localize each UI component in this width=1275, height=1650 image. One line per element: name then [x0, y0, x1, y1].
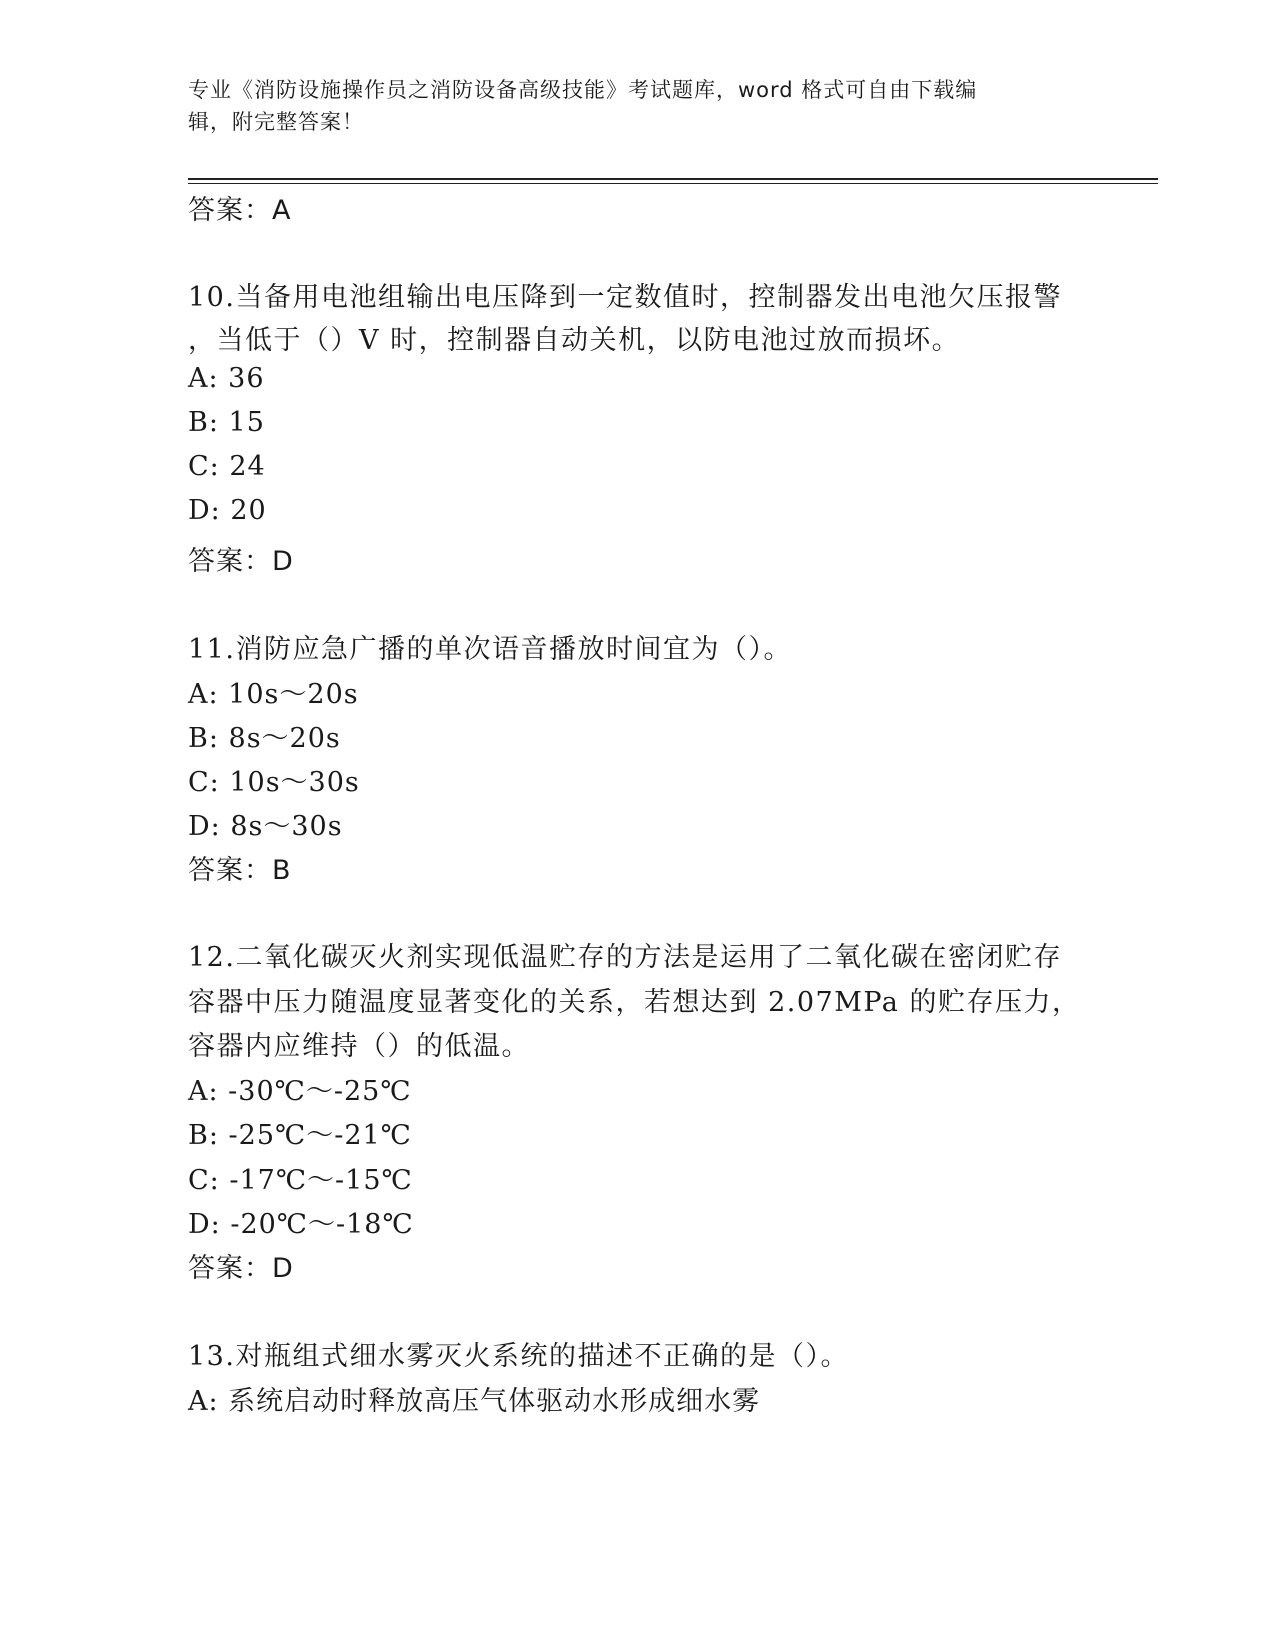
header-line-2: 辑，附完整答案！ — [188, 110, 364, 134]
q11-stem-line-1: 11.消防应急广播的单次语音播放时间宜为（）。 — [188, 634, 792, 665]
q12-stem-line-2: 容器中压力随温度显著变化的关系，若想达到 2.07MPa 的贮存压力， — [188, 987, 1081, 1018]
q10-stem-line-2: ，当低于（）V 时，控制器自动关机，以防电池过放而损坏。 — [188, 325, 961, 356]
q10-option-b: B: 15 — [188, 407, 265, 438]
q10-answer: 答案：D — [188, 546, 294, 577]
q12-option-c: C: -17℃～-15℃ — [188, 1165, 413, 1196]
q12-stem-line-1: 12.二氧化碳灭火剂实现低温贮存的方法是运用了二氧化碳在密闭贮存 — [188, 942, 1062, 973]
document-header — [188, 74, 1068, 138]
q11-option-a: A: 10s～20s — [188, 679, 359, 710]
q10-option-a: A: 36 — [188, 363, 265, 394]
q12-option-b: B: -25℃～-21℃ — [188, 1120, 412, 1151]
q13-stem-line-1: 13.对瓶组式细水雾灭火系统的描述不正确的是（）。 — [188, 1341, 849, 1372]
header-divider-thin — [188, 183, 1158, 184]
q12-answer: 答案：D — [188, 1253, 294, 1284]
q11-answer: 答案：B — [188, 855, 292, 886]
header-line-1: 专业《消防设施操作员之消防设备高级技能》考试题库，word 格式可自由下载编 — [188, 78, 978, 102]
q12-option-a: A: -30℃～-25℃ — [188, 1076, 412, 1107]
q10-option-d: D: 20 — [188, 495, 267, 526]
header-divider-thick — [188, 178, 1158, 180]
q13-option-a: A: 系统启动时释放高压气体驱动水形成细水雾 — [188, 1386, 761, 1417]
q11-option-b: B: 8s～20s — [188, 723, 341, 754]
q11-option-c: C: 10s～30s — [188, 767, 360, 798]
q11-option-d: D: 8s～30s — [188, 811, 343, 842]
q10-stem-line-1: 10.当备用电池组输出电压降到一定数值时，控制器发出电池欠压报警 — [188, 282, 1062, 313]
previous-answer: 答案：A — [188, 195, 292, 226]
q12-option-d: D: -20℃～-18℃ — [188, 1209, 414, 1240]
q10-option-c: C: 24 — [188, 451, 266, 482]
q12-stem-line-3: 容器内应维持（）的低温。 — [188, 1031, 530, 1062]
